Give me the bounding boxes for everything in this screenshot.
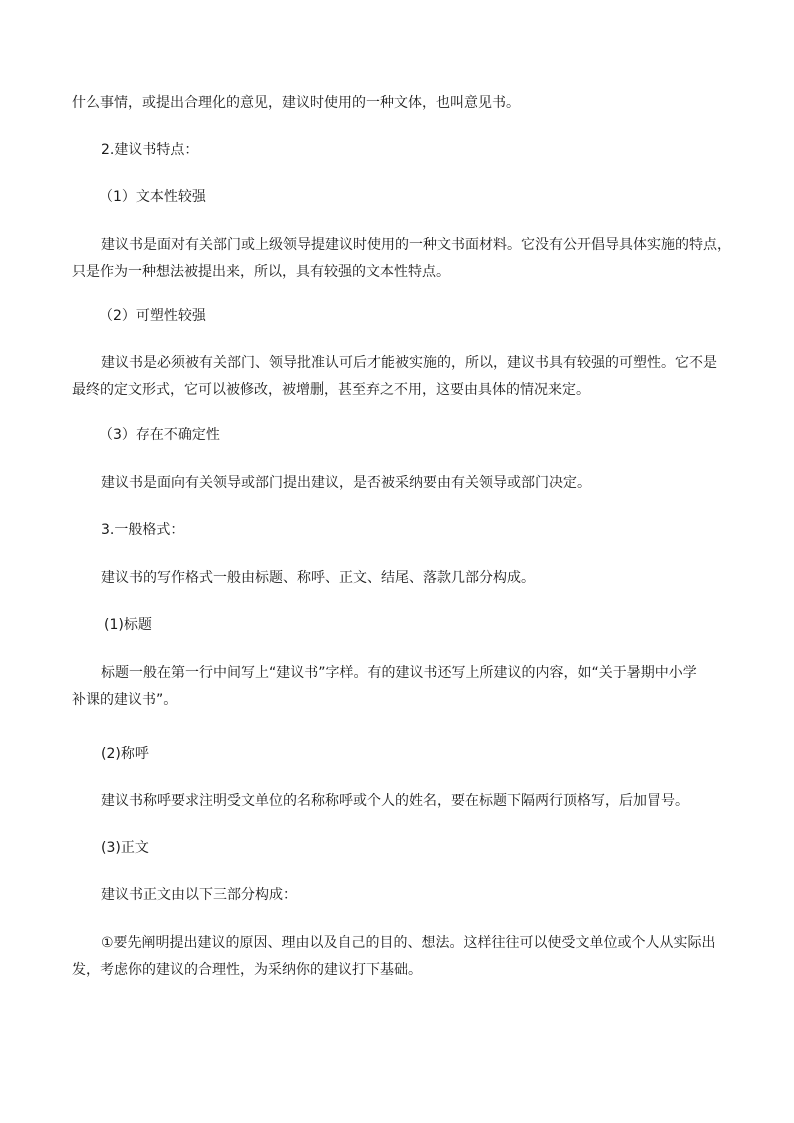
- paragraph-line: 只是作为一种想法被提出来，所以，具有较强的文本性特点。: [72, 264, 450, 280]
- paragraph-line: 建议书正文由以下三部分构成：: [101, 887, 297, 903]
- subsection-heading: （3）存在不确定性: [99, 427, 220, 443]
- section-heading: 3.一般格式：: [101, 522, 185, 538]
- subsection-heading: (3)正文: [101, 840, 149, 856]
- paragraph-line: 建议书称呼要求注明受文单位的名称称呼或个人的姓名，要在标题下隔两行顶格写，后加冒号。: [101, 793, 689, 809]
- paragraph-line: 建议书是面对有关部门或上级领导提建议时使用的一种文书面材料。它没有公开倡导具体实施的特点，: [101, 237, 731, 253]
- paragraph-line: 最终的定文形式，它可以被修改，被增删，甚至弃之不用，这要由具体的情况来定。: [72, 382, 590, 398]
- section-heading: 2.建议书特点：: [101, 142, 199, 158]
- paragraph-line: 建议书是面向有关领导或部门提出建议，是否被采纳要由有关领导或部门决定。: [101, 475, 591, 491]
- subsection-heading: （1）文本性较强: [99, 189, 206, 205]
- paragraph-line: 补课的建议书”。: [72, 692, 178, 708]
- paragraph-line: 建议书的写作格式一般由标题、称呼、正文、结尾、落款几部分构成。: [101, 570, 535, 586]
- paragraph-line: ①要先阐明提出建议的原因、理由以及自己的目的、想法。这样往往可以使受文单位或个人从实际出: [101, 935, 716, 951]
- subsection-heading: (2)称呼: [101, 746, 149, 762]
- paragraph-line: 什么事情，或提出合理化的意见，建议时使用的一种文体，也叫意见书。: [72, 95, 520, 111]
- paragraph-line: 标题一般在第一行中间写上“建议书”字样。有的建议书还写上所建议的内容，如“关于暑期中小学: [101, 665, 697, 681]
- paragraph-line: 建议书是必须被有关部门、领导批准认可后才能被实施的，所以，建议书具有较强的可塑性。它不是: [101, 355, 717, 371]
- subsection-heading: (1)标题: [104, 617, 152, 633]
- subsection-heading: （2）可塑性较强: [99, 308, 206, 324]
- paragraph-line: 发，考虑你的建议的合理性，为采纳你的建议打下基础。: [72, 962, 422, 978]
